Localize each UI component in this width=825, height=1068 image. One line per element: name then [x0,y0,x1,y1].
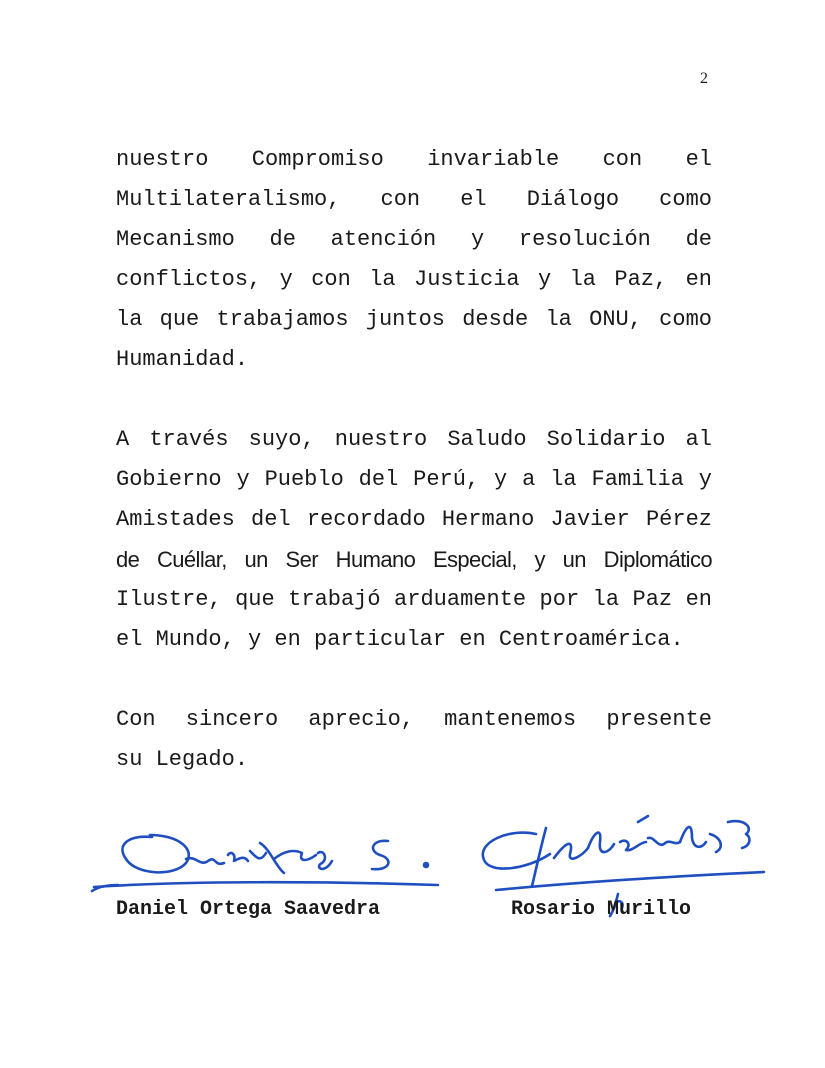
paragraph-1-line-5: la que trabajamos juntos desde la ONU, como [116,307,712,332]
paragraph-1-line-6: Humanidad. [116,347,249,372]
page-number: 2 [700,70,708,87]
paragraph-2-line-1: A través suyo, nuestro Saludo Solidario al [116,427,712,452]
letter-body [116,140,712,780]
paragraph-1-line-3: Mecanismo de atención y resolución de [116,227,712,252]
paragraph-2-line-2: Gobierno y Pueblo del Perú, y a la Familia y [116,467,712,492]
paragraph-3-line-2: su Legado. [116,747,249,772]
paragraph-1-line-4: conflictos, y con la Justicia y la Paz, en [116,267,712,292]
paragraph-3-line-1: Con sincero aprecio, mantenemos presente [116,707,712,732]
signatory-name-1: Daniel Ortega Saavedra [116,898,381,921]
paragraph-1-line-2: Multilateralismo, con el Diálogo como [116,187,712,212]
paragraph-1-line-1: nuestro Compromiso invariable con el [116,147,712,172]
paragraph-2-line-4: de Cuéllar, un Ser Humano Especial, y un Diplomático [116,547,712,572]
paragraph-2-line-5: Ilustre, que trabajó arduamente por la Paz en [116,587,712,612]
signatory-name-2: Rosario Murillo [511,898,692,921]
paragraph-2-line-6: el Mundo, y en particular en Centroamérica. [116,627,684,652]
signature-daniel-ortega [88,815,448,900]
paragraph-2-line-3: Amistades del recordado Hermano Javier Pérez [116,507,712,532]
